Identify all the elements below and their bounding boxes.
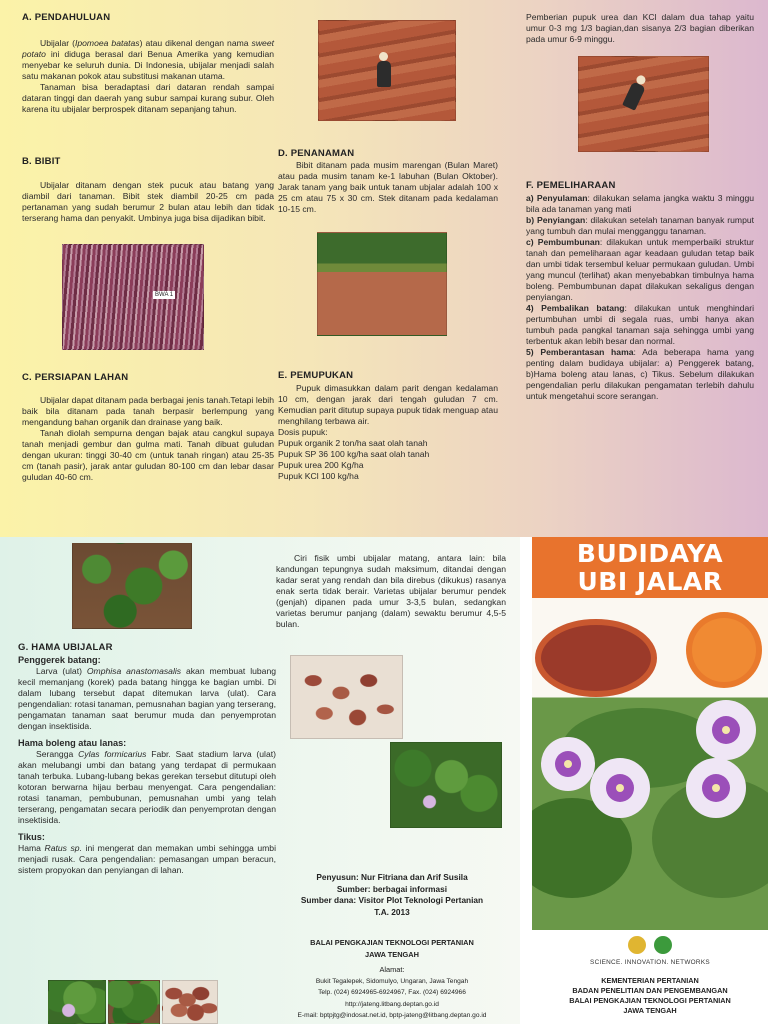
list-item: a) Penyulaman: dilakukan selama jangka waktu 3 minggu bila ada tanaman yang mati: [526, 193, 755, 214]
harvested-tubers-photo: [290, 655, 403, 739]
dana-line: Sumber dana: Visitor Plot Teknologi Pertanian: [300, 895, 484, 905]
fold-separator: [520, 537, 532, 1024]
cover-title: [532, 540, 768, 596]
flower-3: [696, 700, 756, 760]
heading-pemeliharaan: F. PEMELIHARAAN: [526, 180, 616, 191]
sumber-line: Sumber: berbagai informasi: [336, 883, 448, 894]
heading-hama: G. HAMA UBIJALAR: [18, 642, 113, 653]
ciri-fisik-text: Ciri fisik umbi ubijalar matang, antara lain: bila kandungan tepungnya sudah maksimum, ditandai dengan kadar serat yang rendah dan bila direbus (dikukus) rasanya enak serta tidak berair. Varietas ubijalar berumur pendek (genjah) dipanen pada umur 3-3,5 bulan, sedangkan varietas berumur panjang (dalam) sewaktu berumur 4,5-5 bulan.: [276, 553, 506, 629]
prepared-land-photo: [317, 232, 447, 336]
pest-photo-leaf: [48, 980, 106, 1024]
website-link[interactable]: http://jateng.litbang.deptan.go.id: [345, 1000, 439, 1008]
sweet-potato-field-photo: [72, 543, 192, 629]
litbang-logo-icon: [654, 936, 672, 954]
alamat-label: Alamat:: [379, 965, 405, 974]
pest-photo-tuber: [162, 980, 218, 1024]
cover-illustration: [532, 598, 768, 930]
cutting-label-tag: BWA 1: [155, 292, 174, 298]
sweet-potato-slice-inner: [692, 618, 756, 682]
farmer-figure: [622, 81, 646, 110]
pemupukan-continued-text: Pemberian pupuk urea dan KCl dalam dua tahap yaitu umur 0-3 mg 1/3 bagian,dan sisanya 2/3 bagian diberikan pada umur 6-9 minggu.: [526, 12, 754, 44]
cover-sweet-potato-photo: [532, 598, 768, 930]
org-line-1: BALAI PENGKAJIAN TEKNOLOGI PERTANIAN: [310, 938, 474, 947]
pendahuluan-text: Ubijalar (Ipomoea batatas) atau dikenal dengan nama sweet potato ini diduga berasal dari Benua Amerika yang kemudian menyebar ke seluruh dunia. Di Indonesia, ubijalar menjadi salah satu makanan pokok atau substitusi makanan utama. Tanaman bisa beradaptasi dari dataran rendah sampai dataran tinggi dan daerah yang subur sampai kurang subur. Oleh karena itu ubijalar berprospek ditanam sepanjang tahun.: [22, 38, 274, 114]
hama-text: Penggerek batang: Larva (ulat) Omphisa anastomasalis akan membuat lubang kecil memanjang (korek) pada batang hingga ke bagian umbi. Di dalam lubang tersebut dapat ditemukan larva (ulat). Cara pengendalian: rotasi tanaman, pemusnahan bagian yang terserang, pengamatan tanaman saat berumur muda dan penyemprotan dengan insektisida. Hama boleng atau lanas: Serangga Cylas formicarius Fabr. Saat stadium larva (ulat) akan melubangi umbi dan batang yang terdapat di permukaan tanah terbuka. Lubang-lubang bekas gerekan tersebut ditutupi oleh kotoran berwarna hijau berbau menyengat. Cara pengendalian: rotasi tanaman, pembubunan, pemusnahan umbi yang telah terserang, pengamatan secara periodik dan penyemprotan dengan insektisida. Tikus: Hama Ratus sp. ini mengerat dan memakan umbi sehingga umbi menjadi rusak. Cara pengendalian: pemasangan umpan beracun, sistem propyokan dan penyiangan di lahan.: [18, 655, 276, 875]
tikus-title: Tikus:: [18, 832, 45, 842]
email-link[interactable]: E-mail: bptpjtg@indosat.net.id, bptp-jateng@litbang.deptan.go.id: [297, 1012, 487, 1019]
list-item: 4) Pembalikan batang: dilakukan untuk menghindari pertumbuhan umbi di segala ruas, umbi hanya akan tumbuh pada pangkal tanaman saja sehingga umbi yang terbentuk akan lebih besar dan normal.: [526, 303, 754, 346]
penggerek-title: Penggerek batang:: [18, 655, 101, 665]
credits-block: [276, 872, 508, 918]
tagline: SCIENCE. INNOVATION. NETWORKS: [590, 959, 710, 966]
heading-pendahuluan: A. PENDAHULUAN: [22, 12, 111, 23]
farmer-figure: [377, 61, 391, 87]
institution-line-1: KEMENTERIAN PERTANIAN: [601, 976, 699, 985]
sweet-potato-flower-photo: [390, 742, 502, 828]
list-item: 5) Pemberantasan hama: Ada beberapa hama yang penting dalam budidaya ubijalar: a) Penggerek batang, b)Hama boleng atau lanas, c) Tikus. Sebelum dilakukan pengendalian perlu dilakukan pengamatan terlebih dahulu untuk mengetahui score serangan.: [526, 347, 754, 401]
address-block: [276, 937, 508, 1022]
boleng-title: Hama boleng atau lanas:: [18, 738, 127, 748]
institution-line-2: BADAN PENELITIAN DAN PENGEMBANGAN: [572, 986, 728, 995]
ministry-logo-icon: [628, 936, 646, 954]
bibit-cuttings-photo: [62, 244, 204, 350]
persiapan-lahan-text: Ubijalar dapat ditanam pada berbagai jenis tanah.Tetapi lebih baik bila ditanam pada tanah berpasir berlempung yang mengandung bahan organik dan drainase yang baik. Tanah diolah sempurna dengan bajak atau cangkul supaya tanah menjadi gembur dan gulma mati. Tanah dibuat guludan dengan ukuran: tinggi 30-40 cm (untuk tanah ringan) atau 25-35 cm (tanah pasir), jarak antar guludan 80-100 cm dan lebar dasar guludan 40-60 cm.: [22, 395, 274, 482]
flower-1: [541, 737, 595, 791]
list-item: b) Penyiangan: dilakukan setelah tanaman banyak rumput yang tumbuh dan mulai mengganggu tanaman.: [526, 215, 755, 236]
pemeliharaan-list: [526, 193, 754, 402]
org-line-2: JAWA TENGAH: [365, 949, 419, 959]
alamat-line: Bukit Tegalepek, Sidomulyo, Ungaran, Jawa Tengah: [315, 977, 469, 985]
heading-pemupukan: E. PEMUPUKAN: [278, 370, 354, 381]
year-line: T.A. 2013: [374, 906, 410, 917]
penyusun-line: Penyusun: Nur Fitriana dan Arif Susila: [316, 872, 468, 882]
cover-title-line-1: BUDIDAYA: [576, 539, 724, 568]
pest-photo-stem: [108, 980, 160, 1024]
penanaman-text: Bibit ditanam pada musim marengan (Bulan Maret) atau pada musim tanam ke-1 labuhan (Bulan Oktober). Jarak tanam yang baik untuk tanam ubjalar adalah 100 x 25 cm atau 75 x 30 cm. Stek ditanam pada kedalaman 10-15 cm.: [278, 160, 498, 214]
flower-2: [590, 758, 650, 818]
field-tending-photo: [578, 56, 709, 152]
telp-line: Telp. (024) 6924965-6924967, Fax. (024) 6924966: [318, 989, 466, 996]
cover-footer: [532, 930, 768, 1024]
bibit-text: Ubijalar ditanam dengan stek pucuk atau batang yang diambil dari tanaman. Bibit stek diambil 20-25 cm pada pertanaman yang sudah berumur 2 bulan atau lebih dan tidak terserang hama dan penyakit. Umbinya juga bisa dijadikan bibit.: [22, 180, 274, 223]
pemupukan-text: Pupuk dimasukkan dalam parit dengan kedalaman 10 cm, dengan jarak dari tengah guludan 7 cm. Kemudian parit ditutup supaya pupuk tidak menguap atau menghilang terbawa air. Dosis pupuk: Pupuk organik 2 ton/ha saat olah tanah Pupuk SP 36 100 kg/ha saat olah tanah Pupuk urea 200 Kg/ha Pupuk KCl 100 kg/ha: [278, 383, 498, 481]
cover-title-line-2: UBI JALAR: [577, 567, 723, 596]
institution-line-4: JAWA TENGAH: [623, 1006, 677, 1015]
heading-bibit: B. BIBIT: [22, 156, 61, 167]
list-item: c) Pembumbunan: dilakukan untuk memperbaiki struktur tanah dan pemeliharaan agar keadaan guludan tetap baik dan umbi tidak tersembul keluar permukaan guludan. Umbi yang muncul (terlihat) akan menyebabkan timbulnya hama boleng. Pembumbunan dapat dilakukan sekaligus dengan penyiangan.: [526, 237, 754, 302]
institution-line-3: BALAI PENGKAJIAN TEKNOLOGI PERTANIAN: [569, 996, 731, 1005]
heading-penanaman: D. PENANAMAN: [278, 148, 355, 159]
heading-persiapan-lahan: C. PERSIAPAN LAHAN: [22, 372, 129, 383]
field-planting-photo: [318, 20, 456, 121]
flower-4: [686, 758, 746, 818]
